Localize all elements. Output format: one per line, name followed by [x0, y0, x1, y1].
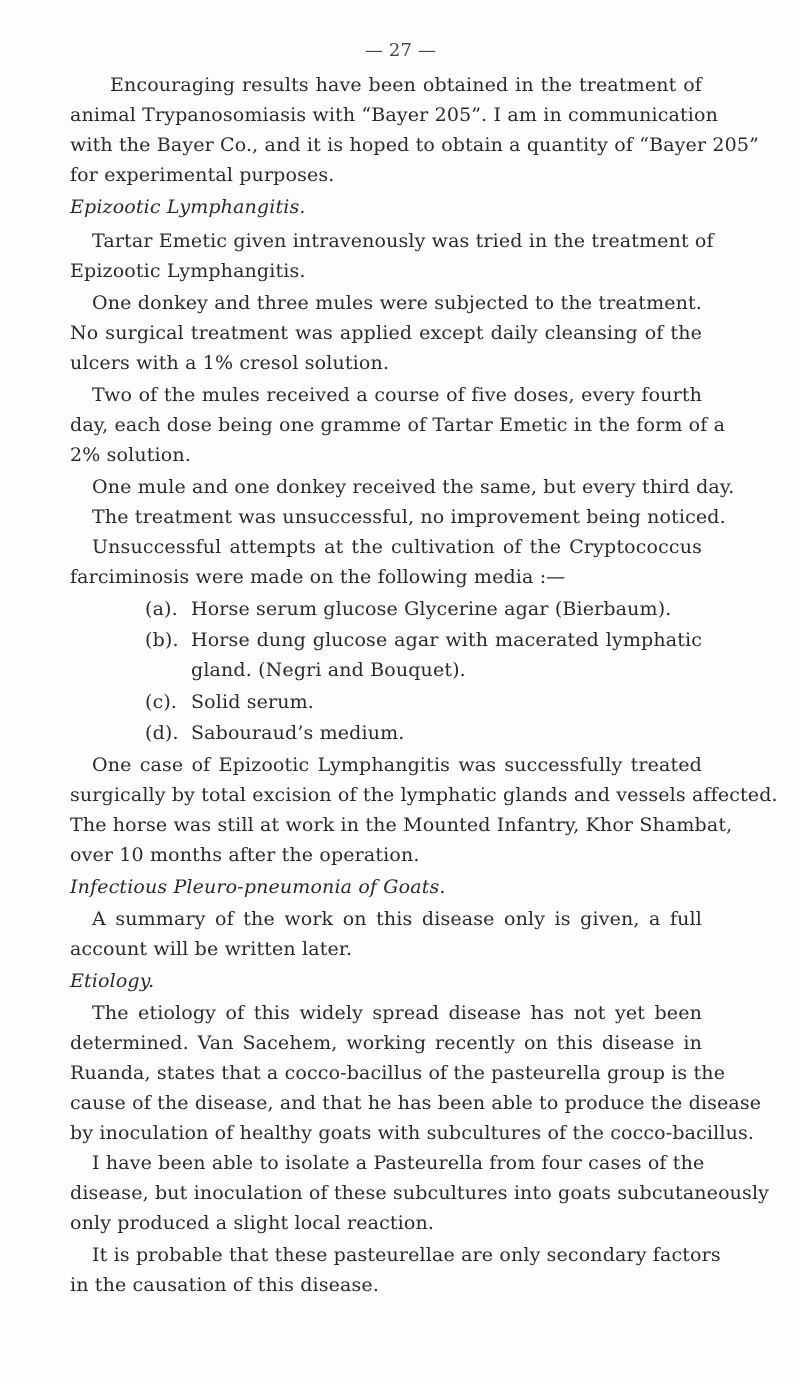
paragraph-line: One donkey and three mules were subjected to the treatment. [92, 292, 702, 314]
paragraph-line: in the causation of this disease. [70, 1274, 380, 1296]
paragraph-line: determined. Van Sacehem, working recently on this disease in [70, 1032, 702, 1054]
paragraph-line: over 10 months after the operation. [70, 844, 420, 866]
media-item-label: (b). [145, 629, 179, 651]
paragraph-line: animal Trypanosomiasis with “Bayer 205”. I am in communication [70, 104, 718, 126]
paragraph-line: A summary of the work on this disease only is given, a full [92, 908, 702, 930]
paragraph-line: day, each dose being one gramme of Tartar Emetic in the form of a [70, 414, 726, 436]
paragraph-line: with the Bayer Co., and it is hoped to obtain a quantity of “Bayer 205” [70, 134, 759, 156]
media-item-label: (a). [145, 598, 178, 620]
media-item-label: (c). [145, 691, 178, 713]
paragraph-line: Encouraging results have been obtained in the treatment of [110, 74, 702, 96]
page-number: — 27 — [364, 40, 437, 61]
paragraph-line: Epizootic Lymphangitis. [70, 260, 306, 282]
paragraph-line: 2% solution. [70, 444, 191, 466]
paragraph-line: by inoculation of healthy goats with subcultures of the cocco-bacillus. [70, 1122, 755, 1144]
paragraph-line: The treatment was unsuccessful, no improvement being noticed. [92, 506, 726, 528]
paragraph-line: Unsuccessful attempts at the cultivation of the Cryptococcus [92, 536, 702, 558]
paragraph-line: ulcers with a 1% cresol solution. [70, 352, 390, 374]
section-heading-etiology: Etiology. [70, 970, 155, 992]
media-item-text: gland. (Negri and Bouquet). [191, 659, 466, 681]
media-item-text: Horse dung glucose agar with macerated lymphatic [191, 629, 702, 651]
paragraph-line: account will be written later. [70, 938, 353, 960]
paragraph-line: Tartar Emetic given intravenously was tried in the treatment of [92, 230, 714, 252]
section-heading-epizootic-lymphangitis: Epizootic Lymphangitis. [70, 196, 306, 218]
media-item-text: Solid serum. [191, 691, 314, 713]
paragraph-line: The horse was still at work in the Mounted Infantry, Khor Shambat, [70, 814, 733, 836]
section-heading-pleuro-pneumonia: Infectious Pleuro-pneumonia of Goats. [70, 876, 446, 898]
paragraph-line: The etiology of this widely spread disease has not yet been [92, 1002, 702, 1024]
paragraph-line: for experimental purposes. [70, 164, 335, 186]
paragraph-line: Two of the mules received a course of five doses, every fourth [92, 384, 702, 406]
paragraph-line: No surgical treatment was applied except daily cleansing of the [70, 322, 702, 344]
paragraph-line: One mule and one donkey received the same, but every third day. [92, 476, 735, 498]
paragraph-line: I have been able to isolate a Pasteurella from four cases of the [92, 1152, 705, 1174]
media-item-text: Horse serum glucose Glycerine agar (Bierbaum). [191, 598, 672, 620]
paragraph-line: farciminosis were made on the following media :— [70, 566, 566, 588]
paragraph-line: only produced a slight local reaction. [70, 1212, 435, 1234]
paragraph-line: surgically by total excision of the lymphatic glands and vessels affected. [70, 784, 778, 806]
paragraph-line: One case of Epizootic Lymphangitis was successfully treated [92, 754, 702, 776]
paragraph-line: disease, but inoculation of these subcultures into goats subcutaneously [70, 1182, 770, 1204]
media-item-label: (d). [145, 722, 179, 744]
paragraph-line: It is probable that these pasteurellae are only secondary factors [92, 1244, 721, 1266]
paragraph-line: cause of the disease, and that he has been able to produce the disease [70, 1092, 762, 1114]
media-item-text: Sabouraud’s medium. [191, 722, 405, 744]
paragraph-line: Ruanda, states that a cocco-bacillus of the pasteurella group is the [70, 1062, 726, 1084]
